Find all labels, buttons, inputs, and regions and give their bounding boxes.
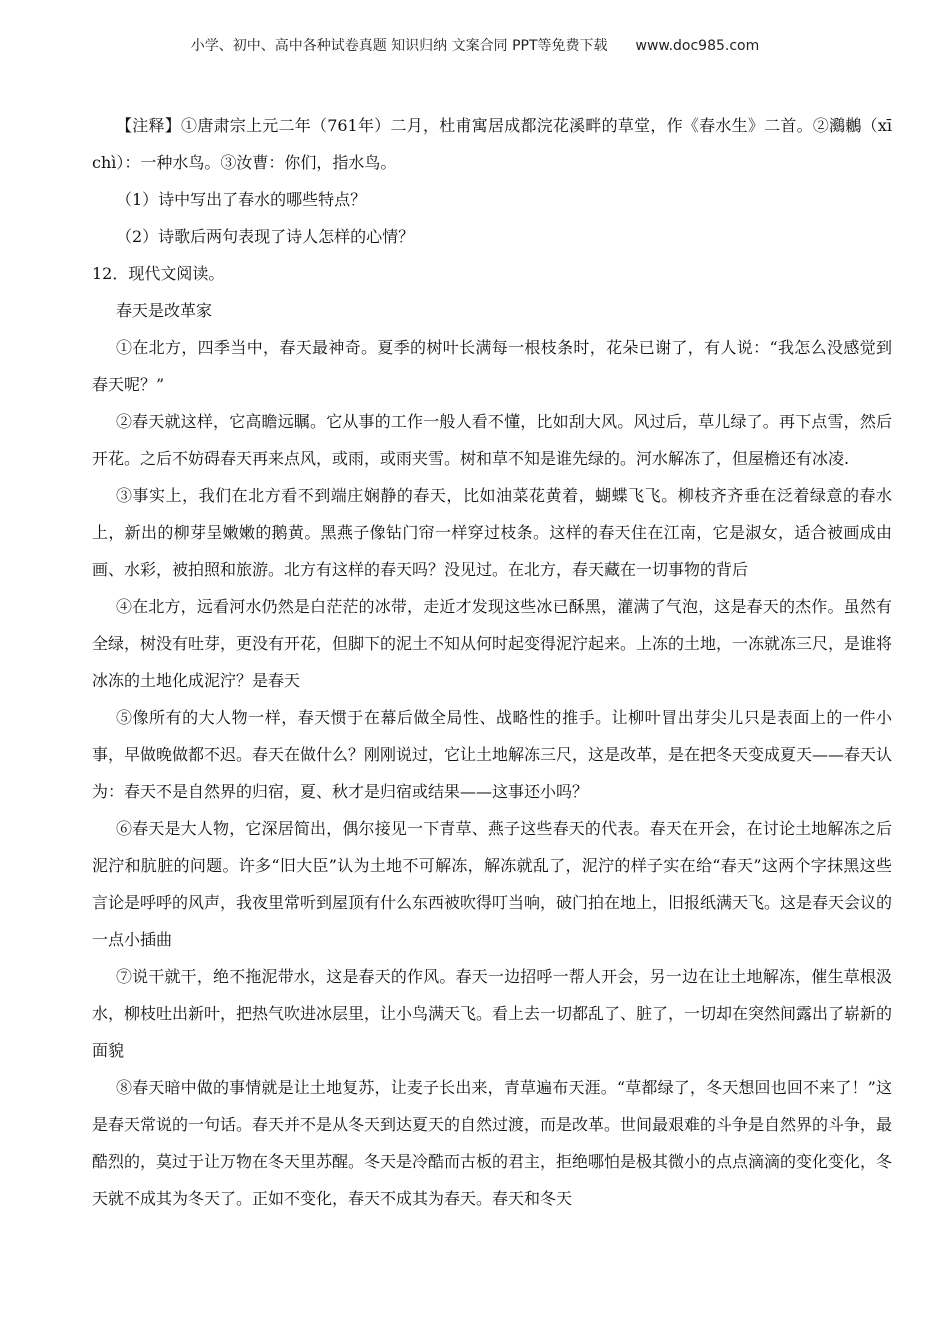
- paragraph-5: ⑤像所有的大人物一样，春天惯于在幕后做全局性、战略性的推手。让柳叶冒出芽尖儿只是表面上的一件小事，早做晚做都不迟。春天在做什么？刚刚说过，它让土地解冻三尺，这是改革，是在把冬天变成夏天——春天认为：春天不是自然界的归宿，夏、秋才是归宿或结果——这事还小吗？: [92, 708, 893, 801]
- section-title: 12．现代文阅读。: [92, 264, 225, 283]
- document-body: [92, 107, 892, 1217]
- paragraph-3: ③事实上，我们在北方看不到端庄娴静的春天，比如油菜花黄着，蝴蝶飞飞。柳枝齐齐垂在泛着绿意的春水上，新出的柳芽呈嫩嫩的鹅黄。黑燕子像钻门帘一样穿过枝条。这样的春天住在江南，它是淑女，适合被画成由画、水彩，被拍照和旅游。北方有这样的春天吗？没见过。在北方，春天藏在一切事物的背后: [92, 486, 892, 579]
- header-text: 小学、初中、高中各种试卷真题 知识归纳 文案合同 PPT等免费下载: [190, 38, 608, 54]
- paragraph-4: ④在北方，远看河水仍然是白茫茫的冰带，走近才发现这些冰已酥黑，灌满了气泡，这是春天的杰作。虽然有全绿，树没有吐芽，更没有开花，但脚下的泥土不知从何时起变得泥泞起来。上冻的土地，一冻就冻三尺，是谁将冰冻的土地化成泥泞？是春天: [92, 597, 893, 690]
- paragraph-1: ①在北方，四季当中，春天最神奇。夏季的树叶长满每一根枝条时，花朵已谢了，有人说：“我怎么没感觉到春天呢？”: [92, 338, 892, 394]
- page-header: [0, 35, 950, 55]
- paragraph-6: ⑥春天是大人物，它深居简出，偶尔接见一下青草、燕子这些春天的代表。春天在开会，在讨论土地解冻之后泥泞和肮脏的问题。许多“旧大臣”认为土地不可解冻，解冻就乱了，泥泞的样子实在给“春天”这两个字抹黑这些言论是呼呼的风声，我夜里常听到屋顶有什么东西被吹得叮当响，破门拍在地上，旧报纸满天飞。这是春天会议的一点小插曲: [92, 819, 893, 949]
- article-title: 春天是改革家: [116, 301, 213, 320]
- annotation-note: 【注释】①唐肃宗上元二年（761年）二月，杜甫寓居成都浣花溪畔的草堂，作《春水生》二首。②鸂鶒（xī chì）：一种水鸟。③汝曹：你们，指水鸟。: [92, 116, 892, 172]
- question-1: （1）诗中写出了春水的哪些特点？: [116, 190, 367, 209]
- paragraph-7: ⑦说干就干，绝不拖泥带水，这是春天的作风。春天一边招呼一帮人开会，另一边在让土地解冻，催生草根汲水，柳枝吐出新叶，把热气吹进冰层里，让小鸟满天飞。看上去一切都乱了、脏了，一切却在突然间露出了崭新的面貌: [92, 967, 893, 1060]
- paragraph-2: ②春天就这样，它高瞻远瞩。它从事的工作一般人看不懂，比如刮大风。风过后，草儿绿了。再下点雪，然后开花。之后不妨碍春天再来点风，或雨，或雨夹雪。树和草不知是谁先绿的。河水解冻了，但屋檐还有冰凌.: [92, 412, 892, 468]
- header-url[interactable]: www.doc985.com: [635, 38, 760, 54]
- question-2: （2）诗歌后两句表现了诗人怎样的心情？: [116, 227, 415, 246]
- paragraph-8: ⑧春天暗中做的事情就是让土地复苏，让麦子长出来，青草遍布天涯。“草都绿了，冬天想回也回不来了！”这是春天常说的一句话。春天并不是从冬天到达夏天的自然过渡，而是改革。世间最艰难的斗争是自然界的斗争，最酷烈的，莫过于让万物在冬天里苏醒。冬天是冷酷而古板的君主，拒绝哪怕是极其微小的点点滴滴的变化变化，冬天就不成其为冬天了。正如不变化，春天不成其为春天。春天和冬天: [92, 1078, 893, 1208]
